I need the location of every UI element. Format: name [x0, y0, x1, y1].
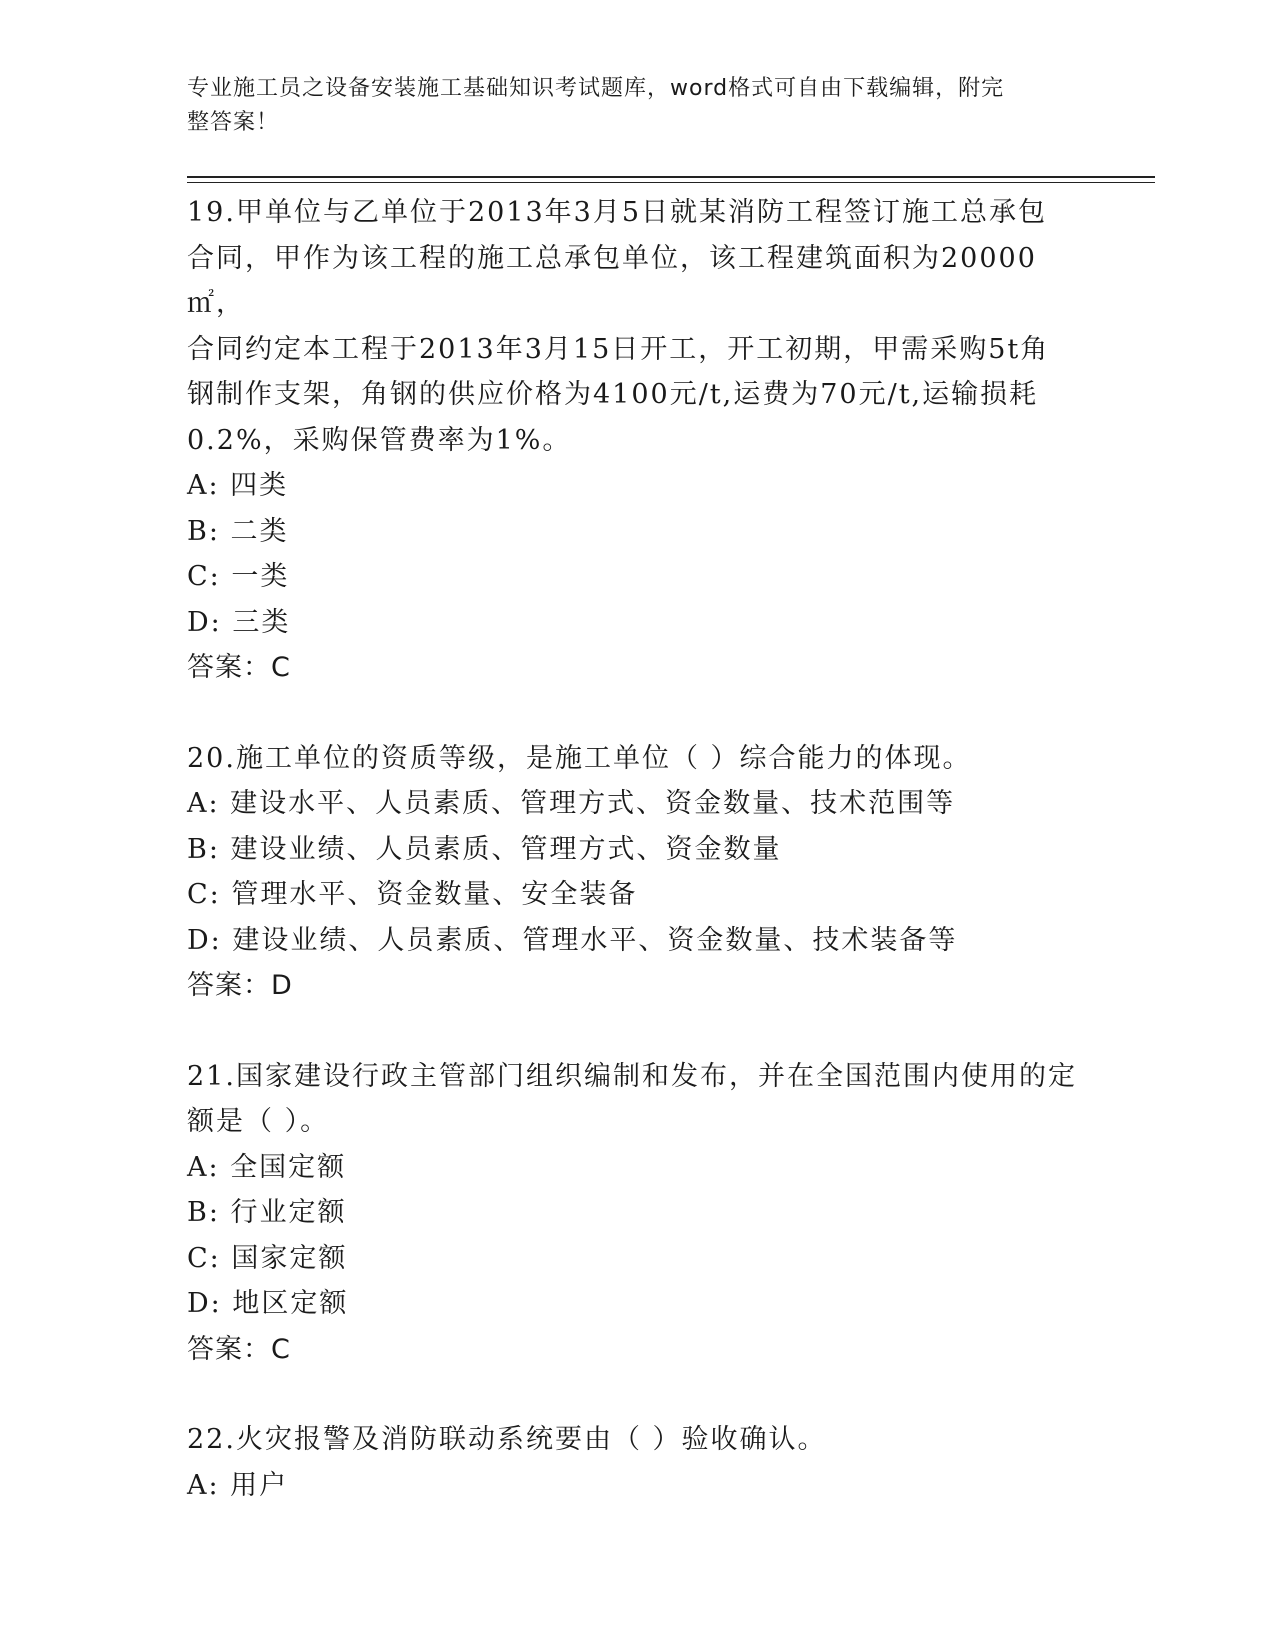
- option-a: A: 四类: [187, 470, 289, 501]
- answer-line: 答案：C: [187, 1333, 291, 1365]
- question-stem-line: 合同约定本工程于2013年3月15日开工，开工初期，甲需采购5t角: [187, 333, 1050, 365]
- option-c: C: 一类: [187, 561, 290, 592]
- question-stem-line: 22.火灾报警及消防联动系统要由（ ）验收确认。: [187, 1424, 827, 1455]
- option-d: D: 地区定额: [187, 1288, 349, 1319]
- question-stem-line: 额是（ ）。: [187, 1106, 330, 1137]
- question-21: [187, 1054, 1087, 1373]
- answer-line: 答案：C: [187, 652, 291, 683]
- question-list: [187, 190, 1087, 1508]
- option-a: A: 用户: [187, 1469, 289, 1501]
- option-c: C: 管理水平、资金数量、安全装备: [187, 879, 638, 910]
- header-divider-thick: [187, 176, 1155, 178]
- option-a: A: 建设水平、人员素质、管理方式、资金数量、技术范围等: [187, 788, 956, 819]
- document-header: [187, 72, 1067, 140]
- question-stem-line: 21.国家建设行政主管部门组织编制和发布，并在全国范围内使用的定: [187, 1060, 1077, 1092]
- header-divider-thin: [187, 182, 1155, 183]
- question-stem-line: 钢制作支架，角钢的供应价格为4100元/t,运费为70元/t,运输损耗: [187, 379, 1039, 410]
- option-c: C: 国家定额: [187, 1242, 348, 1274]
- question-stem-line: 20.施工单位的资质等级，是施工单位（ ）综合能力的体现。: [187, 742, 972, 774]
- question-stem-line: 合同，甲作为该工程的施工总承包单位，该工程建筑面积为20000㎡，: [187, 242, 1037, 319]
- option-d: D: 建设业绩、人员素质、管理水平、资金数量、技术装备等: [187, 924, 958, 956]
- question-stem-line: 0.2%，采购保管费率为1%。: [187, 424, 572, 456]
- option-a: A: 全国定额: [187, 1151, 347, 1183]
- header-title-line-2: 整答案！: [187, 110, 280, 135]
- question-19: [187, 190, 1087, 691]
- option-d: D: 三类: [187, 606, 291, 638]
- option-b: B: 行业定额: [187, 1197, 347, 1228]
- header-title-line-1: 专业施工员之设备安装施工基础知识考试题库，word格式可自由下载编辑，附完: [187, 76, 1005, 101]
- option-b: B: 二类: [187, 515, 289, 547]
- question-22: [187, 1417, 1087, 1508]
- answer-line: 答案：D: [187, 970, 293, 1001]
- question-20: [187, 736, 1087, 1009]
- question-stem-line: 19.甲单位与乙单位于2013年3月5日就某消防工程签订施工总承包: [187, 197, 1048, 228]
- option-b: B: 建设业绩、人员素质、管理方式、资金数量: [187, 833, 782, 865]
